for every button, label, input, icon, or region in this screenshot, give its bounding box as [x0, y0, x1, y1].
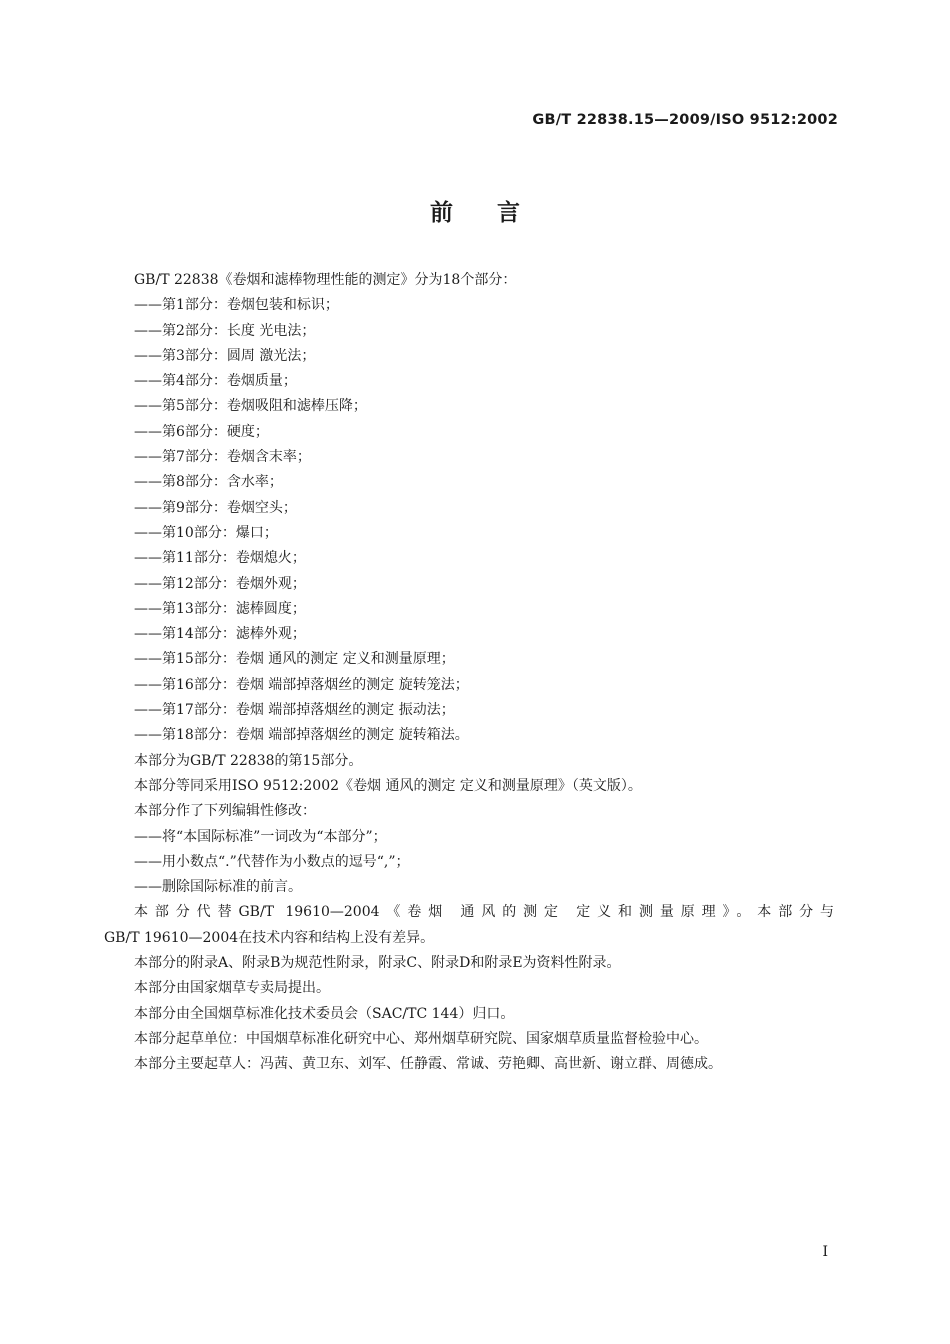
part-item: ——第3部分：圆周 激光法； [134, 347, 316, 364]
part-item: ——第10部分：爆口； [134, 524, 278, 541]
part-item: ——第15部分：卷烟 通风的测定 定义和测量原理； [134, 651, 455, 668]
annex-statement: 本部分的附录A、附录B为规范性附录，附录C、附录D和附录E为资料性附录。 [134, 955, 621, 972]
page-number: I [822, 1244, 828, 1260]
edit-item: ——用小数点“.”代替作为小数点的逗号“,”； [134, 853, 410, 870]
part-item: ——第6部分：硬度； [134, 423, 269, 440]
part-item: ——第5部分：卷烟吸阻和滤棒压降； [134, 398, 367, 415]
part-item: ——第8部分：含水率； [134, 474, 283, 491]
part-statement: 本部分为GB/T 22838的第15部分。 [134, 752, 363, 769]
standard-code: GB/T 22838.15—2009/ISO 9512:2002 [532, 112, 838, 128]
part-item: ——第2部分：长度 光电法； [134, 322, 316, 339]
centralized-by: 本部分由全国烟草标准化技术委员会（SAC/TC 144）归口。 [134, 1005, 515, 1022]
part-item: ——第7部分：卷烟含末率； [134, 449, 311, 466]
main-drafters: 本部分主要起草人：冯茜、黄卫东、刘军、任静霞、常诚、劳艳卿、高世新、谢立群、周德成。 [134, 1056, 722, 1073]
part-item: ——第16部分：卷烟 端部掉落烟丝的测定 旋转笼法； [134, 676, 469, 693]
part-item: ——第18部分：卷烟 端部掉落烟丝的测定 旋转箱法。 [134, 727, 469, 744]
foreword-body [104, 268, 834, 1078]
iso-statement: 本部分等同采用ISO 9512:2002《卷烟 通风的测定 定义和测量原理》（英文版）。 [134, 777, 642, 794]
drafting-units: 本部分起草单位：中国烟草标准化研究中心、郑州烟草研究院、国家烟草质量监督检验中心。 [134, 1030, 708, 1047]
part-item: ——第13部分：滤棒圆度； [134, 600, 306, 617]
part-item: ——第11部分：卷烟熄火； [134, 550, 306, 567]
part-item: ——第14部分：滤棒外观； [134, 626, 306, 643]
part-item: ——第4部分：卷烟质量； [134, 373, 297, 390]
part-item: ——第1部分：卷烟包装和标识； [134, 297, 339, 314]
proposed-by: 本部分由国家烟草专卖局提出。 [134, 980, 330, 997]
part-item: ——第17部分：卷烟 端部掉落烟丝的测定 振动法； [134, 702, 455, 719]
intro-paragraph: GB/T 22838《卷烟和滤棒物理性能的测定》分为18个部分： [134, 272, 517, 288]
part-item: ——第12部分：卷烟外观； [134, 575, 306, 592]
replacement-statement-line2: GB/T 19610—2004在技术内容和结构上没有差异。 [104, 929, 435, 946]
replacement-statement-line1: 本部分代替GB/T 19610—2004《卷烟 通风的测定 定义和测量原理》。本部分与 [134, 904, 834, 921]
part-item: ——第9部分：卷烟空头； [134, 499, 297, 516]
page-title: 前言 [430, 200, 564, 226]
edit-item: ——删除国际标准的前言。 [134, 879, 302, 896]
edit-intro: 本部分作了下列编辑性修改： [134, 803, 316, 820]
edit-item: ——将“本国际标准”一词改为“本部分”； [134, 828, 387, 845]
